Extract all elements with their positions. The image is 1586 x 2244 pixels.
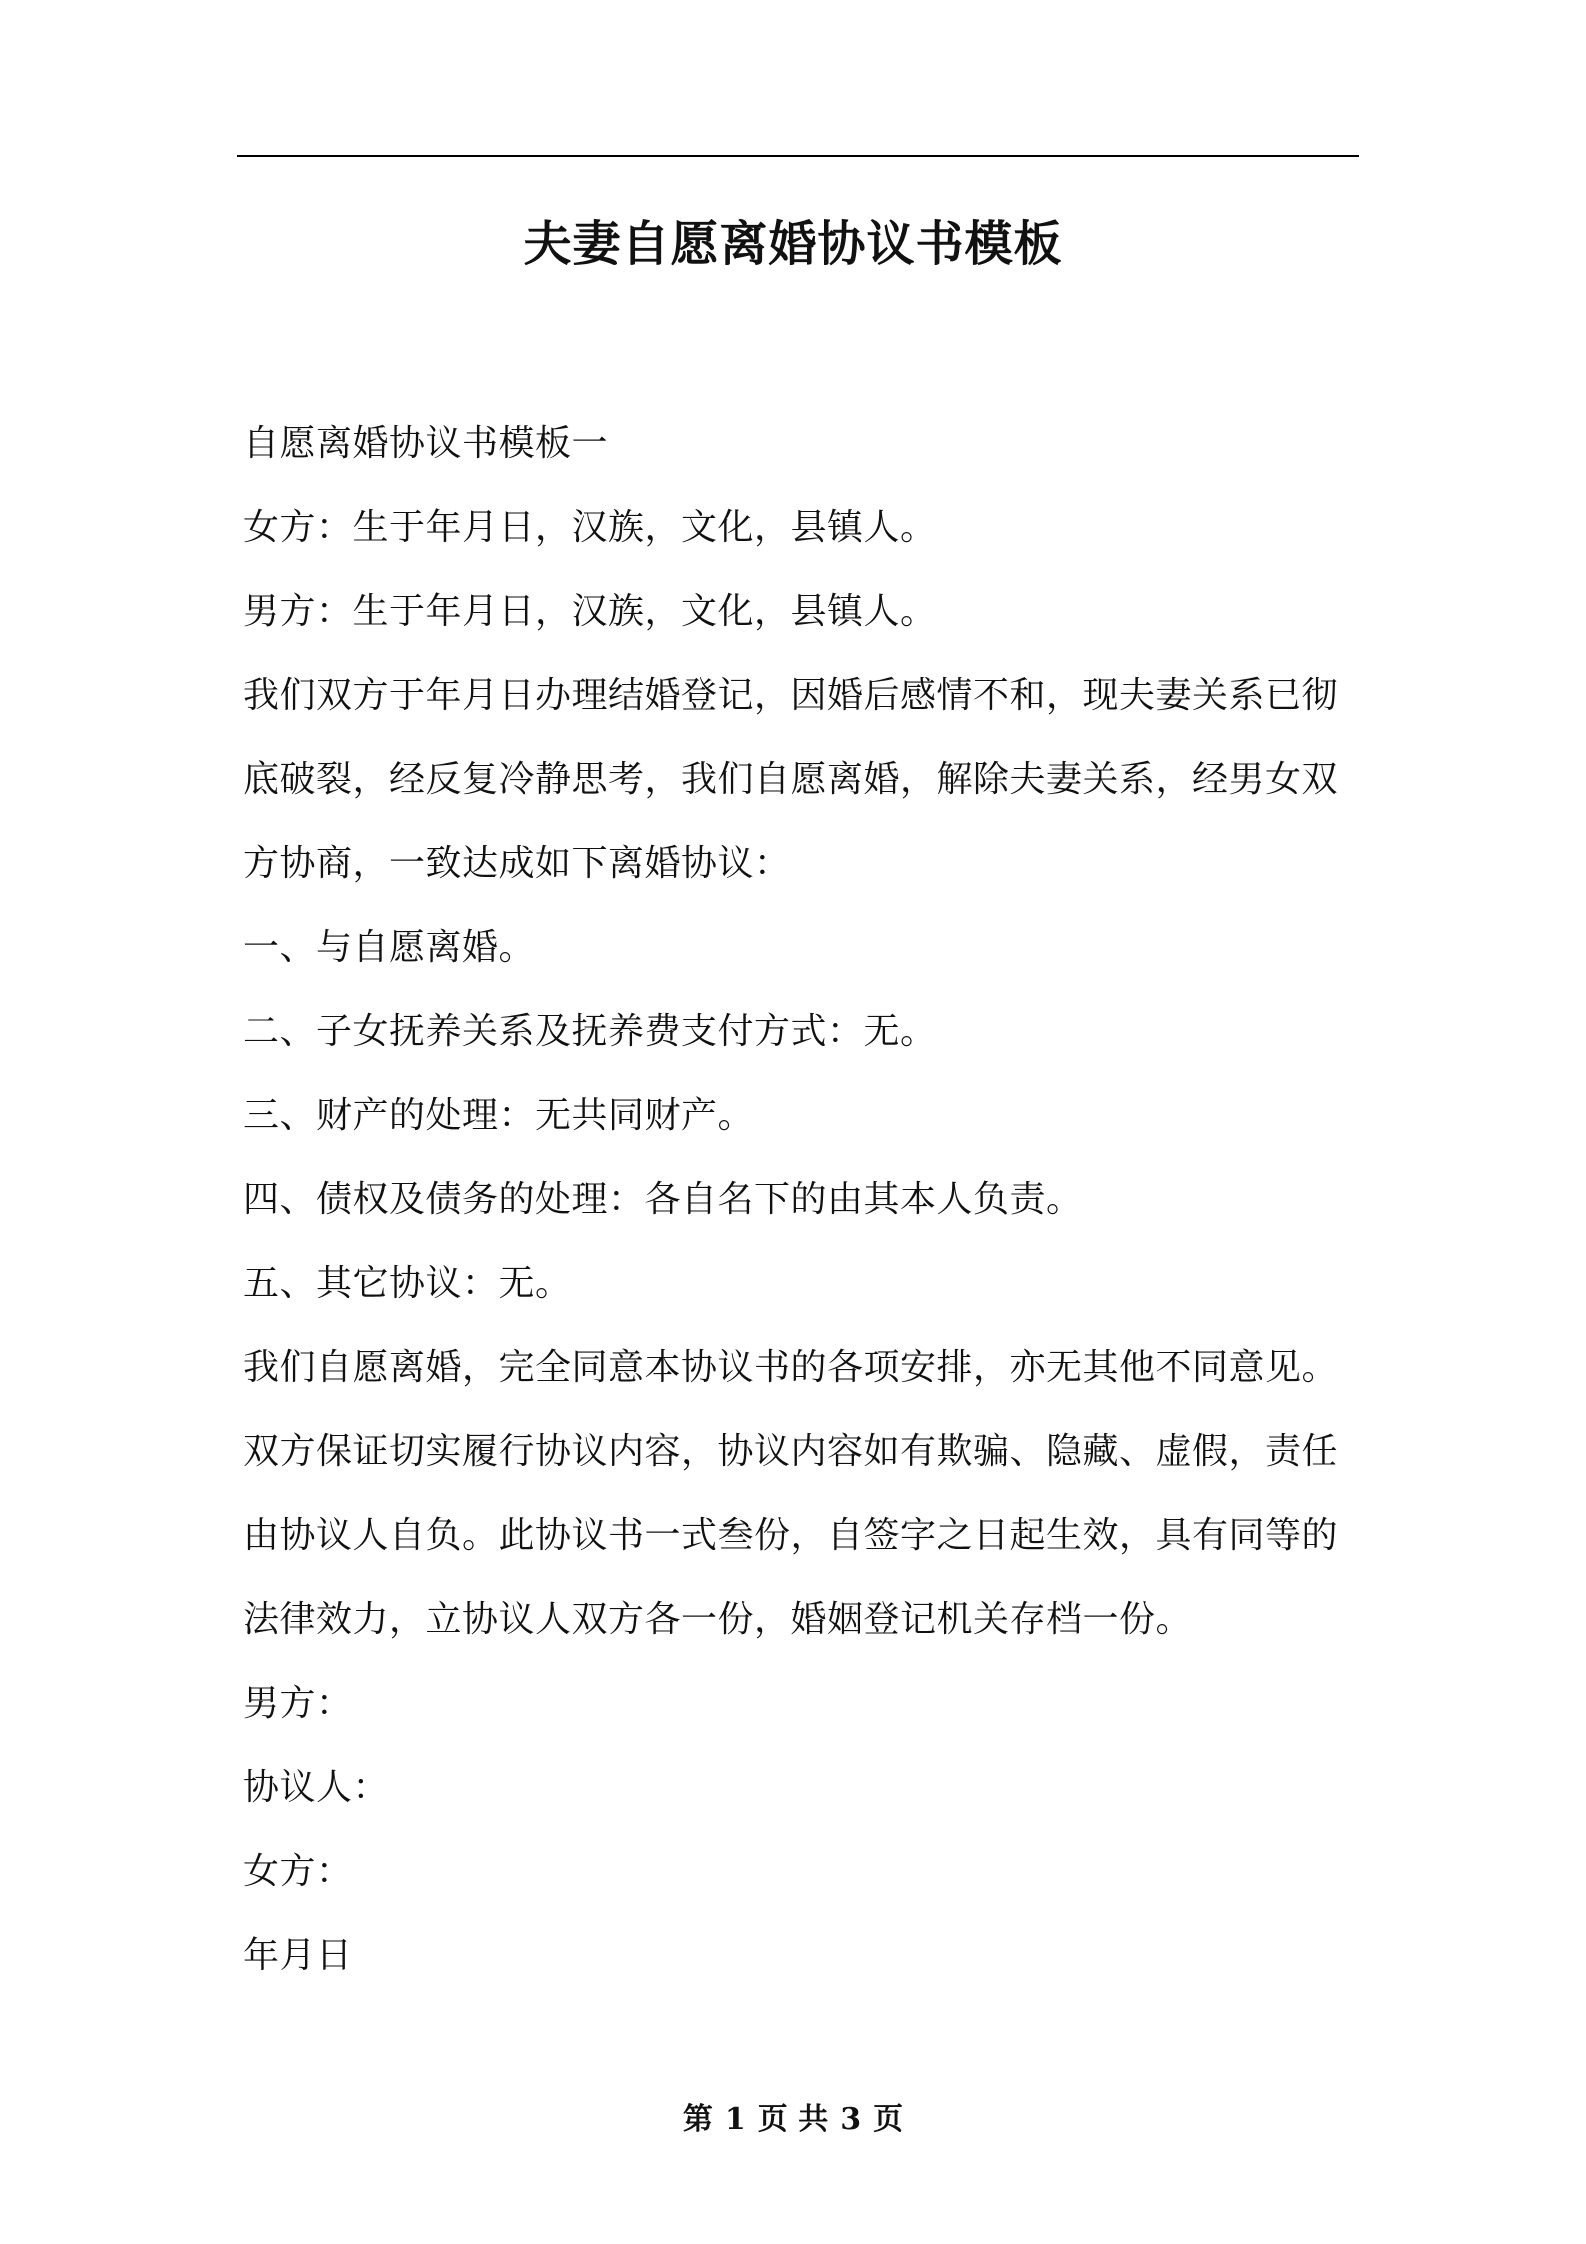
document-title: 夫妻自愿离婚协议书模板 [523,216,1063,272]
footer-page-number: 1 [724,2102,746,2137]
paragraph-line: 我们双方于年月日办理结婚登记，因婚后感情不和，现夫妻关系已彻 [243,675,1339,716]
document-body [243,402,1361,1998]
signature-female: 女方： [243,1851,353,1892]
header-rule [237,155,1359,157]
paragraph-line: 底破裂，经反复冷静思考，我们自愿离婚，解除夫妻关系，经男女双 [243,759,1339,800]
clause-item: 四、债权及债务的处理：各自名下的由其本人负责。 [243,1179,1083,1220]
clause-item: 一、与自愿离婚。 [243,927,536,968]
footer-prefix: 第 [682,2102,713,2137]
clause-item: 二、子女抚养关系及抚养费支付方式：无。 [243,1011,937,1052]
party-male: 男方：生于年月日，汉族，文化，县镇人。 [243,591,937,632]
signature-date: 年月日 [243,1935,353,1976]
paragraph-line: 法律效力，立协议人双方各一份，婚姻登记机关存档一份。 [243,1599,1193,1640]
footer-total-pages: 3 [840,2102,862,2137]
footer-suffix: 页 [873,2102,904,2137]
footer-middle: 页 共 [757,2102,829,2137]
paragraph-line: 方协商，一致达成如下离婚协议： [243,843,791,884]
section-heading: 自愿离婚协议书模板一 [243,423,609,464]
page-footer [0,2100,1586,2140]
paragraph-line: 双方保证切实履行协议内容，协议内容如有欺骗、隐藏、虚假，责任 [243,1431,1339,1472]
signature-male: 男方： [243,1683,353,1724]
party-female: 女方：生于年月日，汉族，文化，县镇人。 [243,507,937,548]
clause-item: 五、其它协议：无。 [243,1263,572,1304]
paragraph-line: 由协议人自负。此协议书一式叁份，自签字之日起生效，具有同等的 [243,1515,1339,1556]
signature-party: 协议人： [243,1767,390,1808]
clause-item: 三、财产的处理：无共同财产。 [243,1095,755,1136]
paragraph-line: 我们自愿离婚，完全同意本协议书的各项安排，亦无其他不同意见。 [243,1347,1339,1388]
